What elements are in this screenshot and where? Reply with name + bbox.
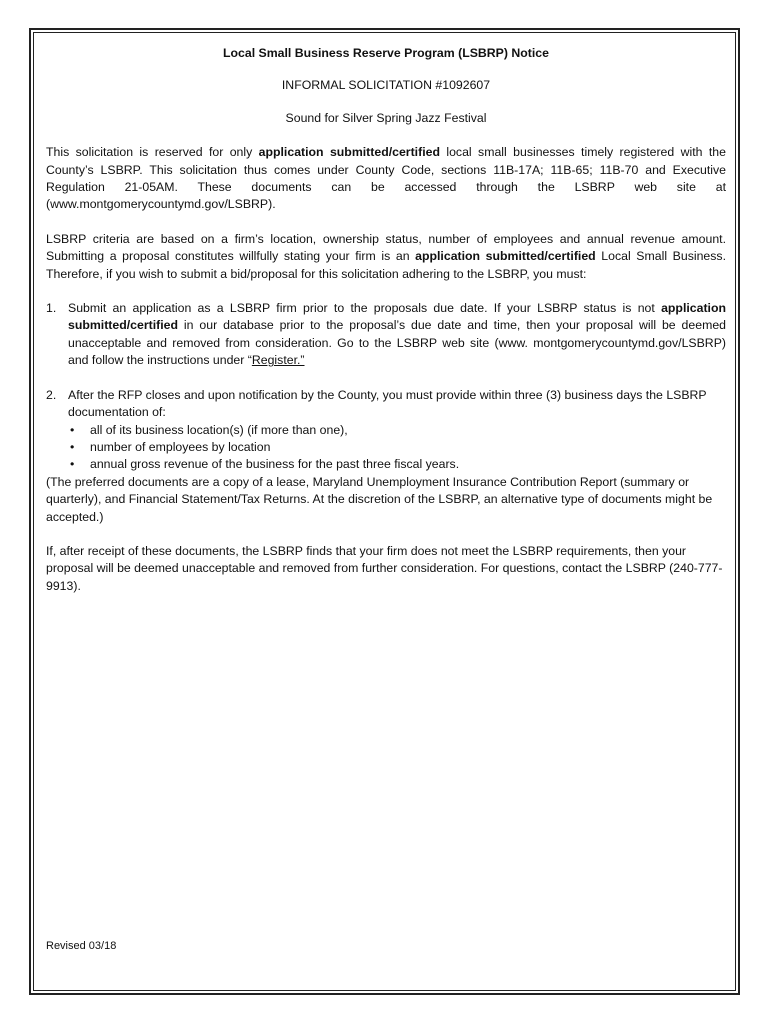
revision-footer: Revised 03/18	[46, 940, 117, 952]
documentation-bullet-list	[68, 422, 726, 474]
paragraph-reservation	[46, 144, 726, 214]
bullet-item: • annual gross revenue of the business for the past three fiscal years.	[68, 456, 726, 473]
register-link[interactable]: Register.”	[251, 353, 305, 368]
item-1-text-a: Submit an application as a LSBRP firm prior to the proposals due date. If your LSBRP status is not	[68, 301, 662, 316]
item-1-bold: application submitted/certified	[68, 301, 726, 333]
numbered-item-2	[46, 387, 726, 595]
item-2-intro: After the RFP closes and upon notification by the County, you must provide within three (3) business days the LSBRP documentation of:	[68, 387, 707, 420]
item-2-number: 2.	[46, 387, 57, 402]
p1-text-c: local small businesses timely registered with the County’s LSBRP. This solicitation thus comes under County Code, sections 11B-17A; 11B-65; 11B-70 and Executive Regulation 21-05AM. These documents can be accessed through the LSBRP web site at (www.montgomerycountymd.gov/LSBRP).	[46, 145, 726, 212]
closing-paragraph: If, after receipt of these documents, the LSBRP finds that your firm does not meet the LSBRP requirements, then your proposal will be deemed unacceptable and removed from further consideration. For questions, contact the LSBRP (240-777-9913).	[46, 543, 723, 593]
p2-text-c: Local Small Business. Therefore, if you wish to submit a bid/proposal for this solicitation adhering to the LSBRP, you must:	[46, 249, 726, 281]
paragraph-criteria	[46, 231, 726, 283]
preferred-documents-note: (The preferred documents are a copy of a lease, Maryland Unemployment Insurance Contribution Report (summary or quarterly), and Financial Statement/Tax Returns. At the discretion of the LSBRP, an alternative type of documents might be accepted.)	[46, 474, 713, 524]
p2-bold: application submitted/certified	[415, 249, 596, 264]
bullet-item: • all of its business location(s) (if more than one),	[68, 422, 726, 439]
item-1-number: 1.	[46, 301, 57, 316]
solicitation-number: INFORMAL SOLICITATION #1092607	[281, 78, 491, 93]
bullet-item: • number of employees by location	[68, 439, 726, 456]
p1-bold: application submitted/certified	[258, 145, 440, 160]
notice-body	[46, 45, 726, 612]
numbered-item-1	[46, 300, 726, 370]
item-1-text-c: in our database prior to the proposal’s due date and time, then your proposal will be deemed unacceptable and removed from consideration. Go to the LSBRP web site (www. montgomerycountymd.gov/LSBRP) and follow the instructions under “	[68, 318, 726, 368]
solicitation-subject: Sound for Silver Spring Jazz Festival	[285, 110, 487, 125]
document-title: Local Small Business Reserve Program (LSBRP) Notice	[223, 46, 549, 60]
p2-text-a: LSBRP criteria are based on a firm’s location, ownership status, number of employees and annual revenue amount. Submitting a proposal constitutes willfully stating your firm is an	[46, 231, 726, 264]
p1-text-a: This solicitation is reserved for only	[46, 145, 259, 160]
